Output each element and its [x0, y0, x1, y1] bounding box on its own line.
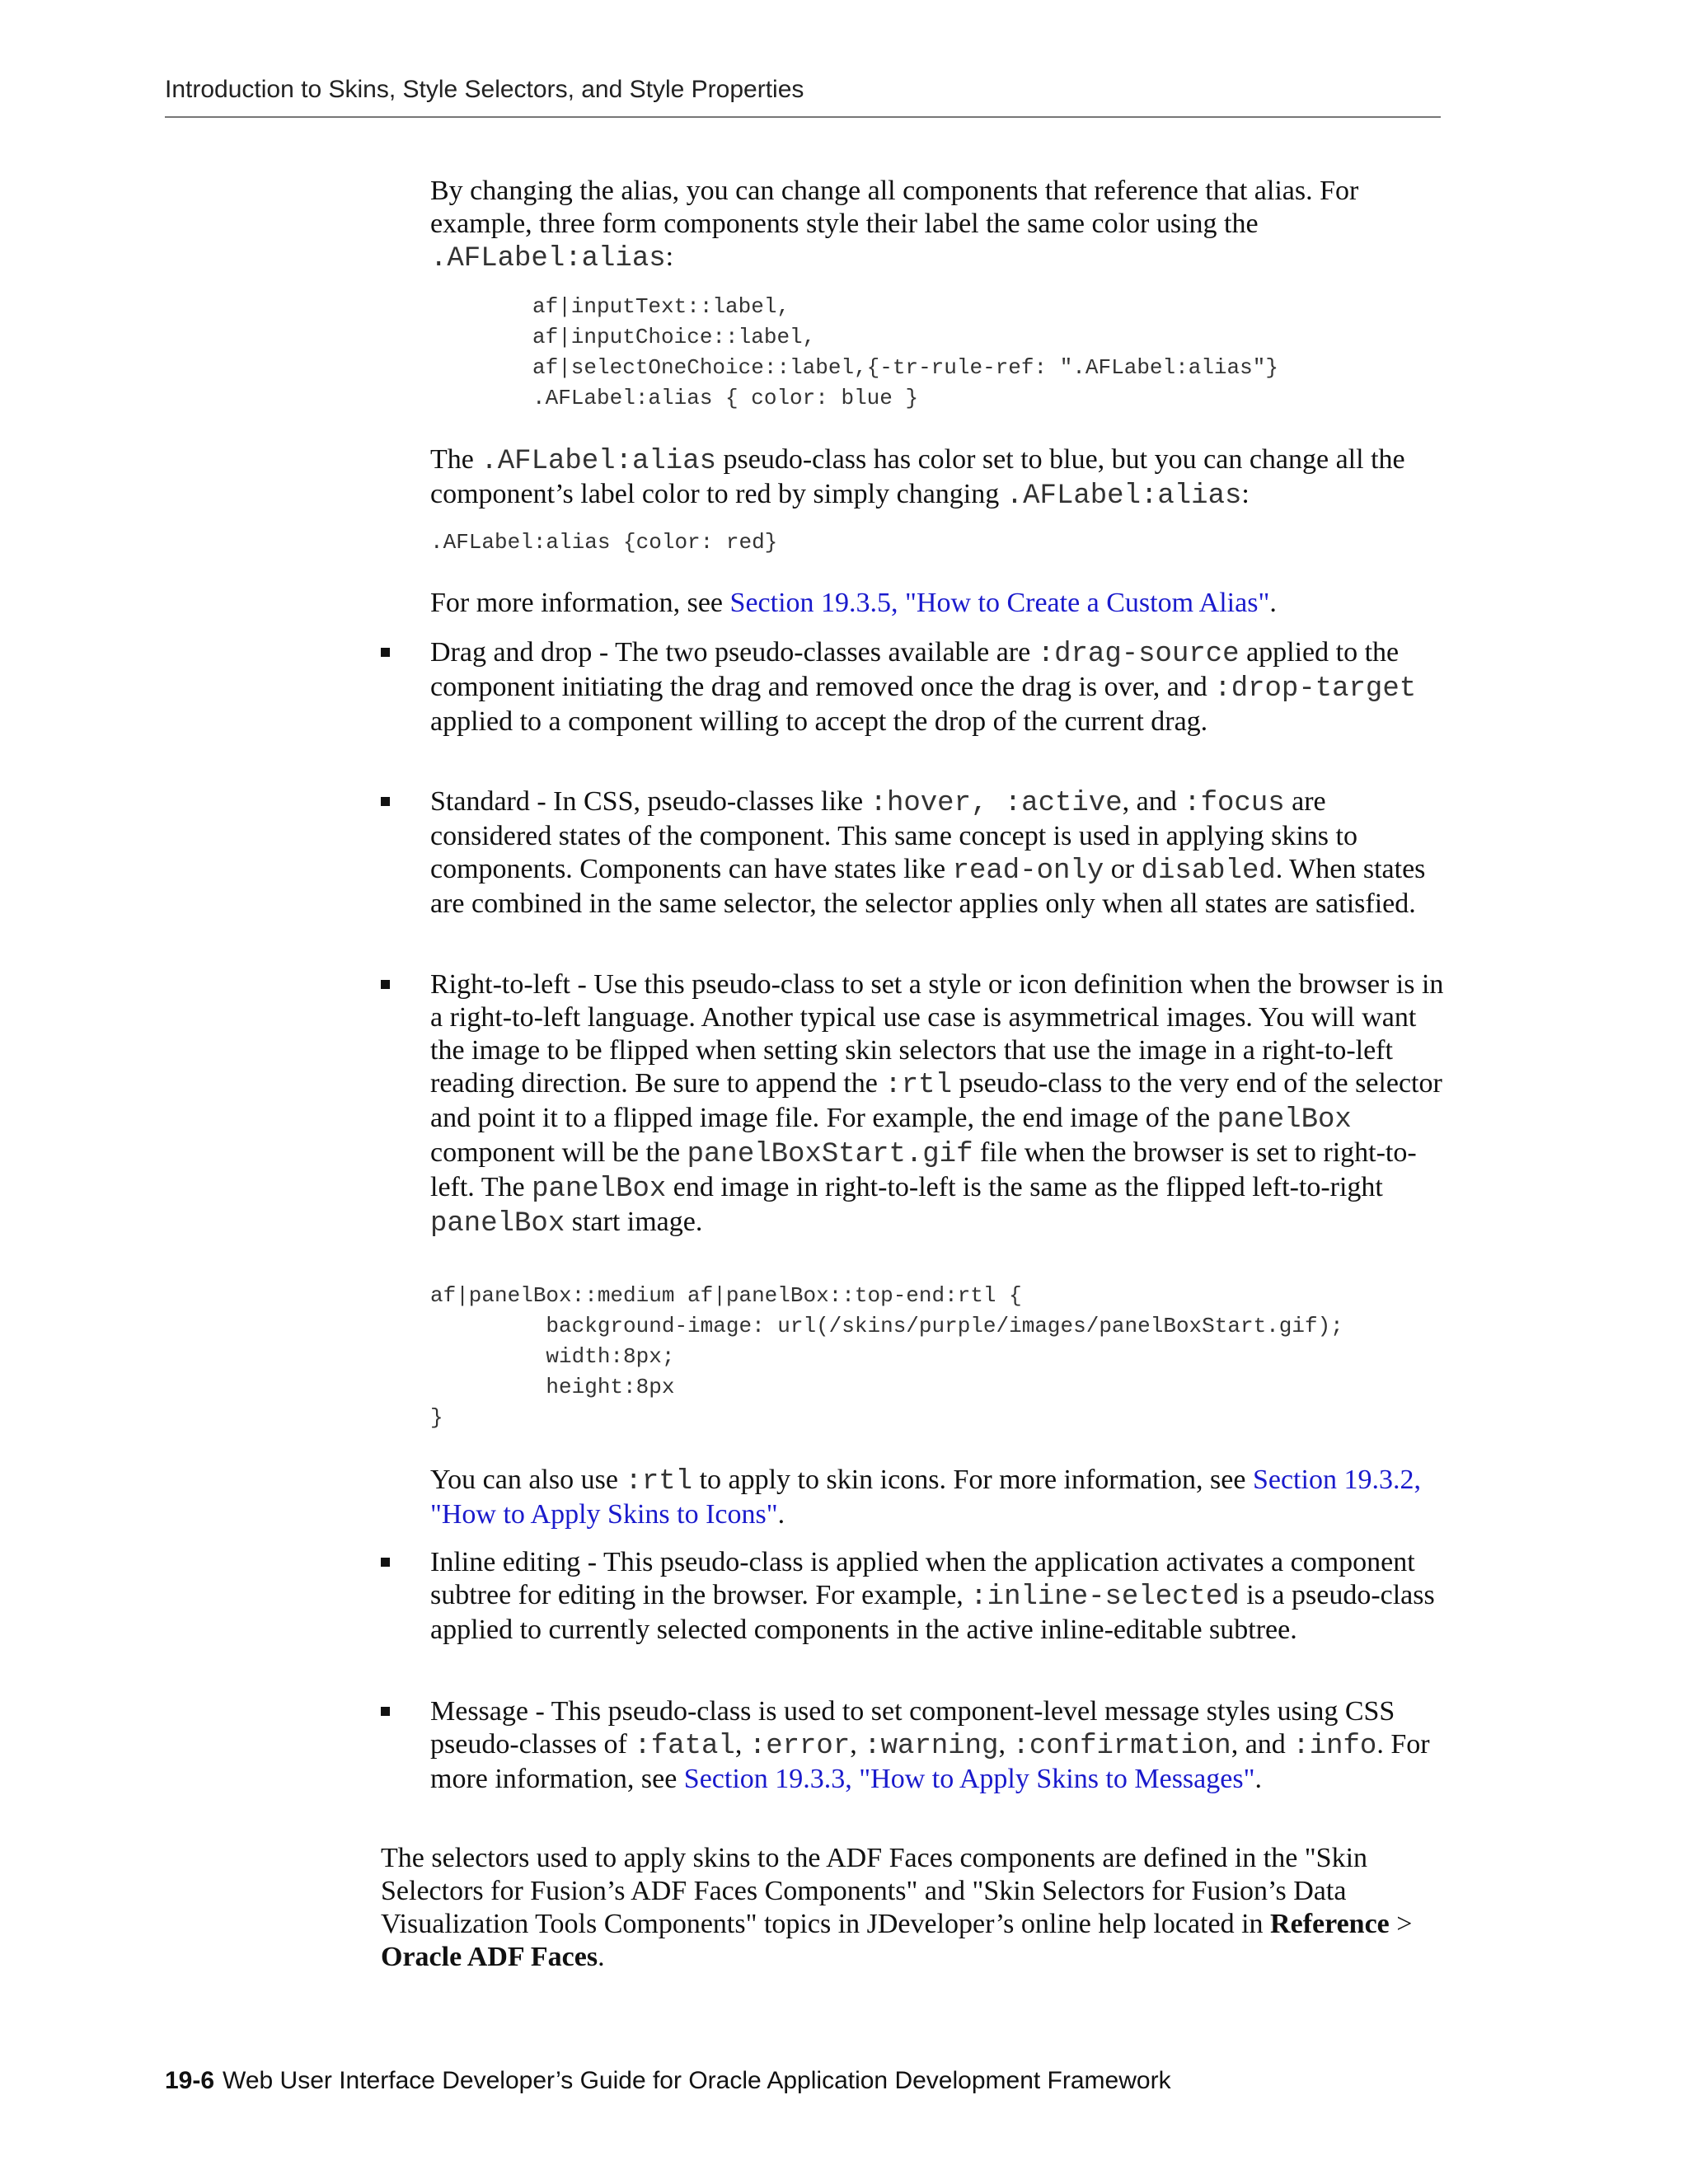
- bullet-message: [430, 1695, 1444, 1796]
- inline-code: .AFLabel:alias: [430, 243, 666, 274]
- intro-text-end: :: [665, 241, 674, 272]
- inline-code: read-only: [952, 855, 1104, 887]
- separator: , and: [1231, 1729, 1293, 1760]
- header-divider: [165, 116, 1441, 118]
- closing-end: .: [598, 1942, 605, 1972]
- bullet-icon: [381, 648, 390, 657]
- message-text-a: Message - This pseudo-class is used to set component-level message styles using CSS pseudo-classes of: [430, 1696, 1395, 1760]
- skins-to-messages-link[interactable]: Section 19.3.3, "How to Apply Skins to Messages": [683, 1764, 1255, 1794]
- message-text-b: . For more information, see: [430, 1729, 1430, 1794]
- rtl-text-a: Right-to-left - Use this pseudo-class to set a style or icon definition when the browser is in a right-to-left language. Another typical use case is asymmetrical images. You will want the image to be flipped when setting skin selectors that use the image in a right-to-left reading direction. Be sure to append the: [430, 969, 1444, 1099]
- inline-code: :drag-source: [1037, 639, 1240, 670]
- alias-text-a: The: [430, 444, 481, 475]
- closing-paragraph: [381, 1842, 1444, 1974]
- bullet-icon: [381, 980, 390, 989]
- skins-to-icons-link[interactable]: Section 19.3.2, "How to Apply Skins to Icons": [430, 1465, 1421, 1530]
- code-block-alias: af|inputText::label, af|inputChoice::label, af|selectOneChoice::label,{-tr-rule-ref: ".AFLabel:alias"} .AFLabel:alias { color: blue }: [532, 294, 1278, 410]
- inline-code: :rtl: [625, 1466, 693, 1497]
- rtl-text-d: file when the browser is set to right-to-left. The: [430, 1137, 1417, 1202]
- inline-text-a: Inline editing - This pseudo-class is applied when the application activates a component subtree for editing in the browser. For example,: [430, 1547, 1415, 1610]
- rtl-text-c: component will be the: [430, 1137, 687, 1168]
- inline-code: :fatal: [634, 1731, 735, 1762]
- oracle-adf-faces-label: Oracle ADF Faces: [381, 1942, 598, 1972]
- inline-code: .AFLabel:alias: [1006, 480, 1242, 512]
- more-info-paragraph: [430, 587, 1444, 620]
- inline-code: :confirmation: [1012, 1731, 1231, 1762]
- bullet-icon: [381, 1558, 390, 1567]
- inline-code: :error: [748, 1731, 851, 1762]
- inline-code: :info: [1292, 1731, 1377, 1762]
- inline-code: :rtl: [884, 1070, 952, 1101]
- separator: ,: [734, 1729, 749, 1760]
- running-header: Introduction to Skins, Style Selectors, and Style Properties: [165, 76, 804, 103]
- custom-alias-link[interactable]: Section 19.3.5, "How to Create a Custom Alias": [729, 588, 1270, 618]
- code-block-red: .AFLabel:alias {color: red}: [430, 530, 778, 555]
- rtl-note-paragraph: [430, 1464, 1444, 1531]
- inline-code: panelBoxStart.gif: [687, 1139, 973, 1170]
- standard-text-d: or: [1104, 854, 1142, 884]
- alias-text-end: :: [1241, 479, 1250, 509]
- bullet-icon: [381, 797, 390, 806]
- code-block-rtl: af|panelBox::medium af|panelBox::top-end:rtl { background-image: url(/skins/purple/images/panelBoxStart.gif); width:8px; height:8px }: [430, 1283, 1343, 1430]
- menu-separator: >: [1389, 1909, 1413, 1939]
- standard-text-c: are considered states of the component. This same concept is used in applying skins to components. Components can have states like: [430, 786, 1357, 884]
- standard-text-a: Standard - In CSS, pseudo-classes like: [430, 786, 870, 817]
- alias-paragraph: [430, 443, 1444, 513]
- inline-code: :warning: [864, 1731, 999, 1762]
- bullet-right-to-left: [430, 968, 1444, 1240]
- inline-code: panelBox: [1217, 1104, 1352, 1136]
- rtl-note-text-b: to apply to skin icons. For more information, see: [692, 1465, 1253, 1495]
- message-end: .: [1254, 1764, 1262, 1794]
- standard-text-b: , and: [1122, 786, 1184, 817]
- more-info-text: For more information, see: [430, 588, 730, 618]
- page-footer: [165, 2067, 1171, 2095]
- alias-text-b: pseudo-class has color set to blue, but you can change all the component’s label color to red by simply changing: [430, 444, 1405, 509]
- bullet-icon: [381, 1707, 390, 1716]
- drag-text-b: applied to the component initiating the drag and removed once the drag is over, and: [430, 637, 1400, 702]
- intro-text: By changing the alias, you can change all components that reference that alias. For example, three form components style their label the same color using the: [430, 176, 1359, 239]
- inline-code: panelBox: [532, 1174, 667, 1205]
- inline-code: :focus: [1184, 788, 1285, 819]
- rtl-text-b: pseudo-class to the very end of the selector and point it to a flipped image file. For example, the end image of the: [430, 1068, 1442, 1133]
- inline-code: :drop-target: [1214, 673, 1417, 705]
- bullet-drag-and-drop: [430, 636, 1444, 738]
- rtl-text-e: end image in right-to-left is the same as the flipped left-to-right: [666, 1172, 1383, 1202]
- rtl-note-end: .: [777, 1499, 785, 1530]
- reference-menu-label: Reference: [1270, 1909, 1390, 1939]
- drag-text-a: Drag and drop - The two pseudo-classes available are: [430, 637, 1038, 668]
- inline-code: .AFLabel:alias: [481, 446, 717, 477]
- rtl-note-text-a: You can also use: [430, 1465, 626, 1495]
- rtl-text-f: start image.: [565, 1207, 703, 1237]
- book-title: Web User Interface Developer’s Guide for Oracle Application Development Framework: [223, 2067, 1171, 2094]
- page-number: 19-6: [165, 2067, 215, 2094]
- inline-code: :inline-selected: [970, 1582, 1240, 1613]
- more-info-end: .: [1269, 588, 1277, 618]
- closing-text: The selectors used to apply skins to the ADF Faces components are defined in the "Skin Selectors for Fusion’s ADF Faces Components" and "Skin Selectors for Fusion’s Data Visualization Tools Components" topics in JDeveloper’s online help located in: [381, 1843, 1368, 1939]
- inline-code: disabled: [1141, 855, 1276, 887]
- standard-text-e: . When states are combined in the same selector, the selector applies only when all states are satisfied.: [430, 854, 1426, 919]
- separator: ,: [998, 1729, 1013, 1760]
- separator: ,: [850, 1729, 865, 1760]
- inline-text-b: is a pseudo-class applied to currently selected components in the active inline-editable subtree.: [430, 1580, 1435, 1645]
- drag-text-c: applied to a component willing to accept the drop of the current drag.: [430, 706, 1208, 737]
- bullet-inline-editing: [430, 1546, 1444, 1647]
- intro-paragraph: [430, 175, 1444, 275]
- bullet-standard: [430, 785, 1444, 921]
- inline-code: panelBox: [430, 1208, 565, 1240]
- inline-code: :hover, :active: [870, 788, 1123, 819]
